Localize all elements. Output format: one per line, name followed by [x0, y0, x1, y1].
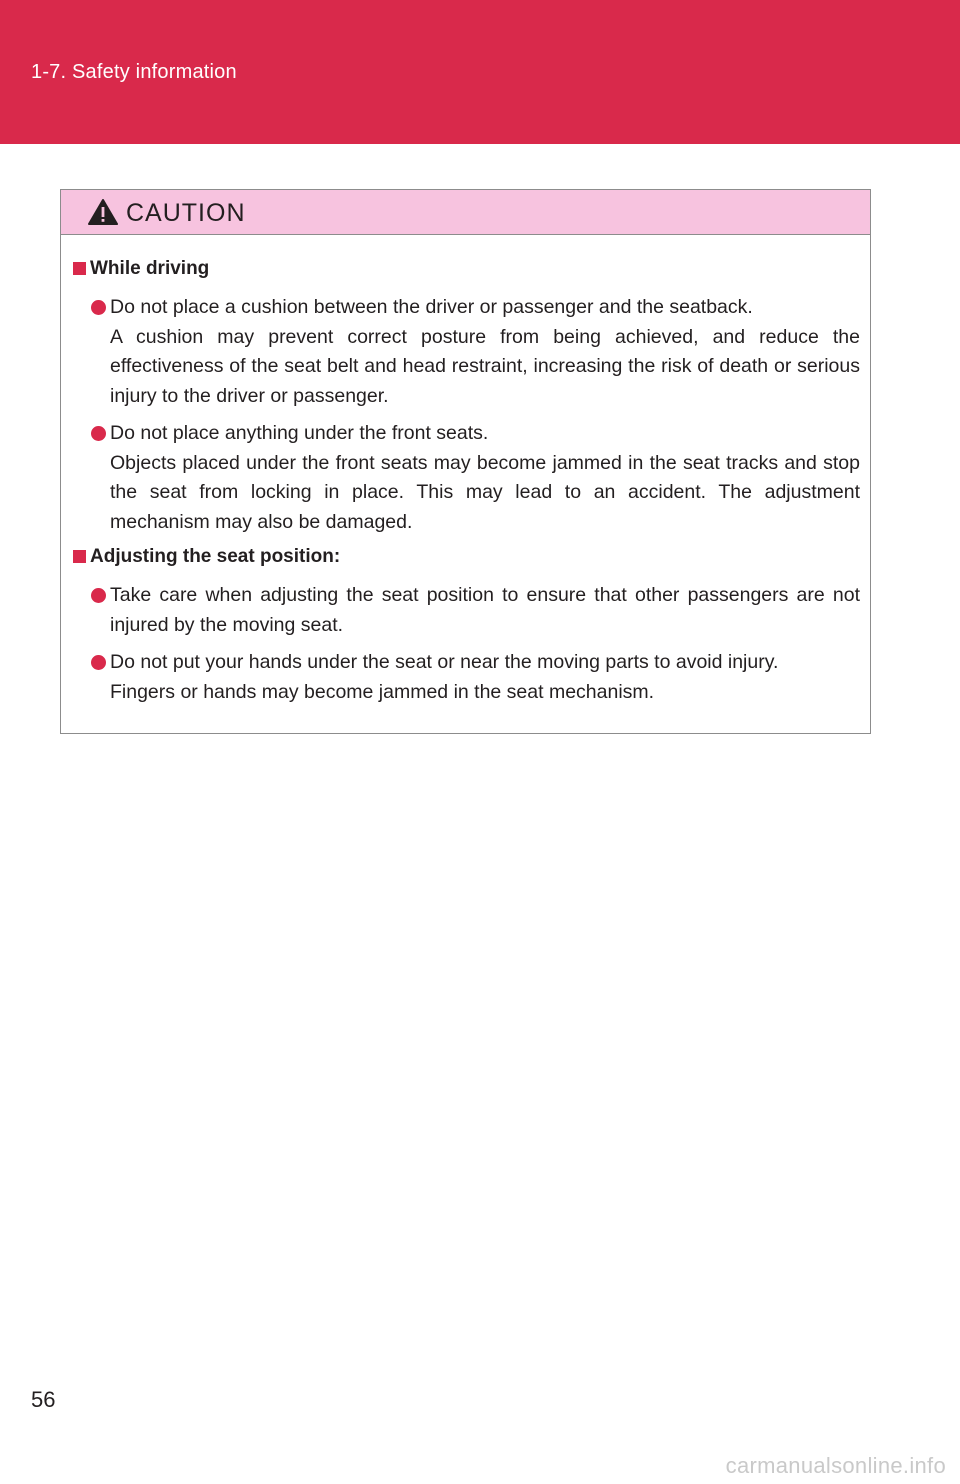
section-heading-adjusting-seat: Adjusting the seat position: — [73, 545, 860, 569]
round-bullet-icon — [91, 300, 106, 315]
item-lead: Do not place a cushion between the driver or passenger and the seatback. — [110, 296, 753, 318]
item-detail: Fingers or hands may become jammed in the seat mechanism. — [110, 680, 655, 703]
list-item — [73, 293, 860, 411]
list-item — [73, 419, 860, 537]
square-bullet-icon — [73, 262, 86, 275]
round-bullet-icon — [91, 426, 106, 441]
section-title: 1-7. Safety information — [31, 61, 237, 83]
item-detail: Objects placed under the front seats may become jammed in the seat tracks and stop the seat from locking in place. This may lead to an accident. The adjustment mechanism may also be damaged. — [110, 451, 860, 533]
list-item — [73, 648, 860, 707]
caution-header — [61, 190, 870, 235]
round-bullet-icon — [91, 588, 106, 603]
warning-triangle-icon — [88, 198, 118, 226]
list-item — [73, 581, 860, 640]
watermark-text: carmanualsonline.info — [725, 1453, 946, 1478]
caution-body — [61, 235, 870, 707]
square-bullet-icon — [73, 550, 86, 563]
caution-label: CAUTION — [126, 199, 246, 227]
page-number: 56 — [31, 1387, 56, 1412]
item-detail: A cushion may prevent correct posture from being achieved, and reduce the effectiveness of the seat belt and head restraint, increasing the risk of death or serious injury to the driver or passenger. — [110, 325, 860, 407]
section-heading-while-driving: While driving — [73, 257, 860, 281]
item-lead: Do not place anything under the front seats. — [110, 422, 489, 444]
round-bullet-icon — [91, 655, 106, 670]
item-lead: Take care when adjusting the seat position to ensure that other passengers are not injured by the moving seat. — [110, 584, 860, 636]
caution-box — [60, 189, 871, 734]
item-lead: Do not put your hands under the seat or near the moving parts to avoid injury. — [110, 651, 779, 673]
